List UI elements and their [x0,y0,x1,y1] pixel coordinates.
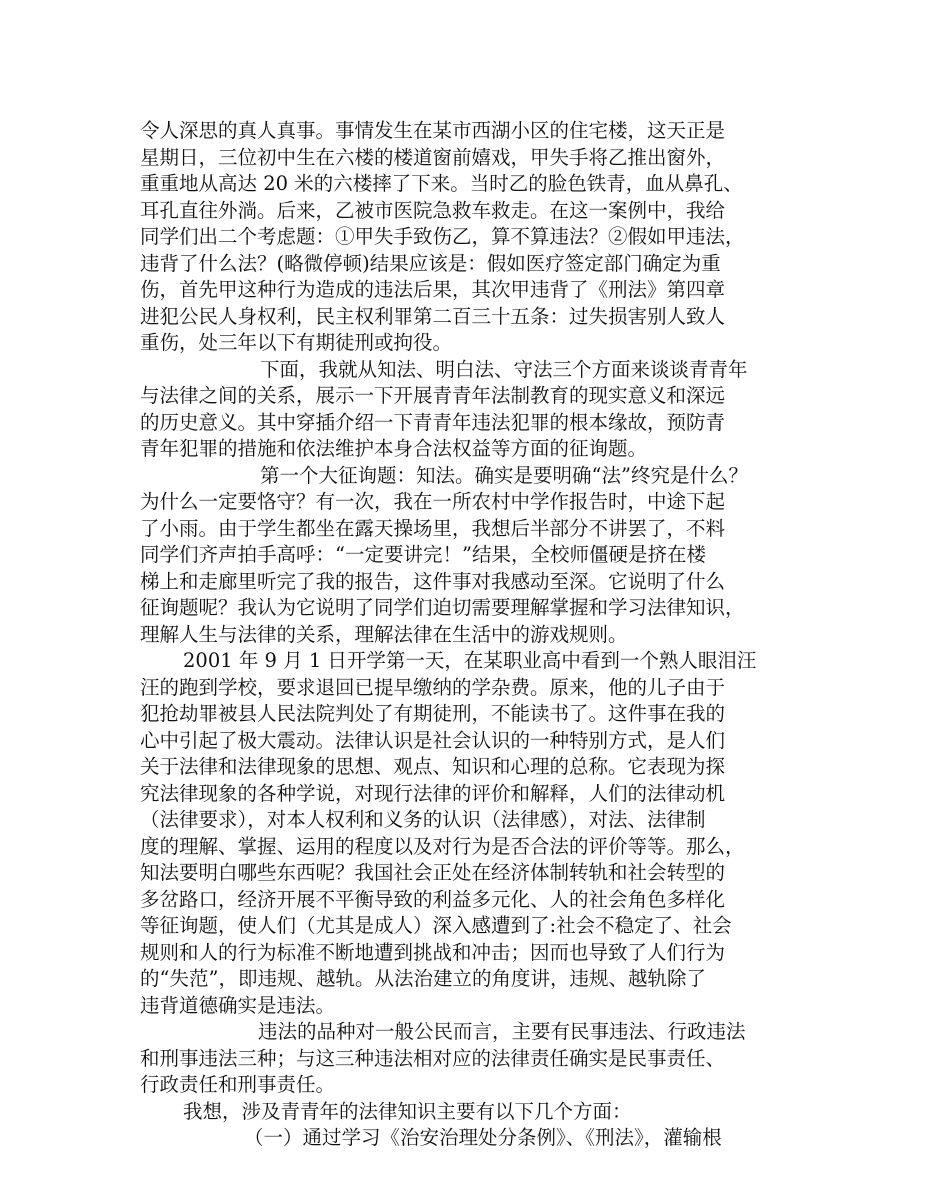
text-line: 星期日，三位初中生在六楼的楼道窗前嬉戏，甲失手将乙推出窗外， [140,145,726,169]
list-item-heading: （一）通过学习《治安治理处分条例》、《刑法》，灌输根 [244,1126,722,1149]
text-line: 令人深思的真人真事。事情发生在某市西湖小区的住宅楼，这天正是 [140,119,726,142]
text-line: 度的理解、掌握、运用的程度以及对行为是否合法的评价等等。那么， [140,834,745,858]
text-line: 心中引起了极大震动。法律认识是社会认识的一种特别方式，是人们 [140,728,726,752]
text-line: 进犯公民人身权利，民主权利罪第二百三十五条：过失损害别人致人 [140,304,726,328]
text-line: 重伤，处三年以下有期徒刑或拘役。 [140,331,453,354]
text-line: 规则和人的行为标准不断地遭到挑战和冲击；因而也导致了人们行为 [140,940,726,964]
text-line: 犯抢劫罪被县人民法院判处了有期徒刑，不能读书了。这件事在我的 [140,702,726,725]
text-line: 了小雨。由于学生都坐在露天操场里，我想后半部分不讲罢了，不料 [140,516,726,540]
text-line: 伤，首先甲这种行为造成的违法后果，其次甲违背了《刑法》第四章 [140,278,726,301]
text-line: 多岔路口，经济开展不平衡导致的利益多元化、人的社会角色多样化 [140,887,726,911]
paragraph-start-line: 违法的品种对一般公民而言，主要有民事违法、行政违法 [258,1020,746,1043]
text-line: 耳孔直往外淌。后来，乙被市医院急救车救走。在这一案例中，我给 [140,198,726,222]
text-line: 究法律现象的各种学说，对现行法律的评价和解释，人们的法律动机 [140,781,726,805]
text-line: 理解人生与法律的关系，理解法律在生活中的游戏规则。 [140,622,628,646]
document-body [140,118,830,1152]
text-line: 知法要明白哪些东西呢？我国社会正处在经济体制转轨和社会转型的 [140,861,726,884]
text-line: 的历史意义。其中穿插介绍一下青青年违法犯罪的根本缘故，预防青 [140,410,726,434]
text-line: 梯上和走廊里听完了我的报告，这件事对我感动至深。它说明了什么 [140,569,726,593]
paragraph-start-line: 2001 年 9 月 1 日开学第一天，在某职业高中看到一个熟人眼泪汪 [183,649,757,672]
text-line: 征询题呢？我认为它说明了同学们迫切需要理解掌握和学习法律知识， [140,596,745,619]
text-line: 为什么一定要恪守？有一次，我在一所农村中学作报告时，中途下起 [140,490,726,513]
text-line: 违背了什么法？(略微停顿)结果应该是：假如医疗签定部门确定为重 [140,251,721,275]
text-line: （法律要求），对本人权利和义务的认识（法律感），对法、法律制 [140,808,706,831]
text-line: 青年犯罪的措施和依法维护本身合法权益等方面的征询题。 [140,437,648,460]
paragraph-start-line: 我想，涉及青青年的法律知识主要有以下几个方面： [183,1099,632,1123]
paragraph-start-line: 第一个大征询题：知法。确实是要明确“法”终究是什么？ [260,463,748,487]
text-line: 行政责任和刑事责任。 [140,1073,336,1096]
text-line: 重重地从高达 20 米的六楼摔了下来。当时乙的脸色铁青，血从鼻孔、 [140,172,743,195]
text-line: 关于法律和法律现象的思想、观点、知识和心理的总称。它表现为探 [140,755,726,778]
text-line: 的“失范”，即违规、越轨。从法治建立的角度讲，违规、越轨除了 [140,967,706,990]
text-line: 等征询题，使人们（尤其是成人）深入感遭到了:社会不稳定了、社会 [140,914,732,937]
text-line: 同学们出二个考虑题：①甲失手致伤乙，算不算违法？②假如甲违法， [140,225,745,248]
text-line: 和刑事违法三种；与这三种违法相对应的法律责任确实是民事责任、 [140,1046,726,1070]
text-line: 与法律之间的关系，展示一下开展青青年法制教育的现实意义和深远 [140,384,726,407]
text-line: 汪的跑到学校，要求退回已提早缴纳的学杂费。原来，他的儿子由于 [140,675,726,699]
text-line: 同学们齐声拍手高呼：“一定要讲完！”结果，全校师僵硬是挤在楼 [140,543,706,566]
text-line: 违背道德确实是违法。 [140,993,336,1017]
paragraph-start-line: 下面，我就从知法、明白法、守法三个方面来谈谈青青年 [260,357,748,381]
